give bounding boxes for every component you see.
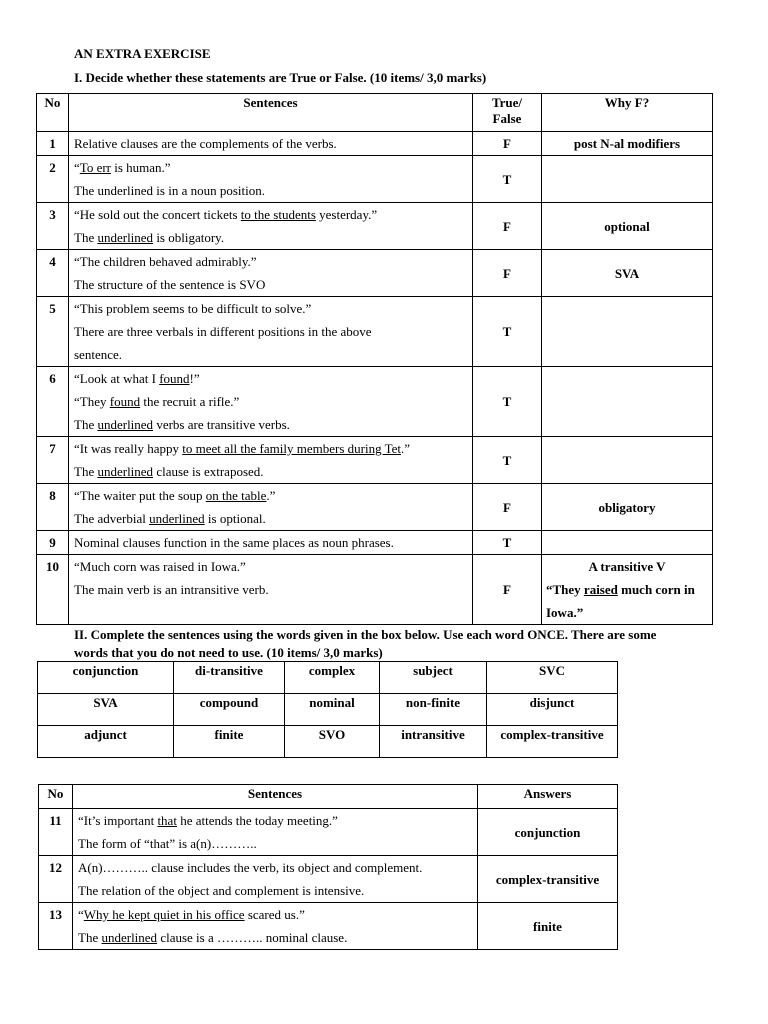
sentence-line xyxy=(74,578,467,601)
table-row xyxy=(39,809,618,856)
sentence-text: Relative clauses are the complements of the verbs. xyxy=(74,136,337,151)
sentence-text: yesterday.” xyxy=(315,207,378,222)
sentence-line xyxy=(74,555,467,578)
underlined-text: Why he kept quiet in his office xyxy=(83,907,245,922)
answer-cell: finite xyxy=(478,903,618,950)
word-box-row xyxy=(38,726,618,758)
sentence-text: he attends the today meeting.” xyxy=(176,813,338,828)
sentence-cell xyxy=(69,156,473,203)
true-false-cell: F xyxy=(473,250,542,297)
sentence-text: “Look at what I xyxy=(74,371,160,386)
word-box-cell: finite xyxy=(174,726,285,758)
why-cell xyxy=(542,250,713,297)
true-false-cell: T xyxy=(473,156,542,203)
sentence-text: The xyxy=(78,930,102,945)
table-row xyxy=(37,132,713,156)
sentence-text: .” xyxy=(401,441,411,456)
sentence-text: The xyxy=(74,464,98,479)
sentence-cell xyxy=(69,132,473,156)
underlined-text: raised xyxy=(583,582,618,597)
underlined-text: to the students xyxy=(240,207,316,222)
header-no: No xyxy=(39,785,73,809)
sentence-text: “It’s important xyxy=(78,813,158,828)
section-2-instruction: II. Complete the sentences using the words given in the box below. Use each word ONCE. There are some words that you do not need to use. (10 items/ 3,0 marks) xyxy=(74,627,657,660)
sentence-line xyxy=(74,531,467,554)
sentence-text: “They xyxy=(74,394,110,409)
underlined-text: that xyxy=(157,813,177,828)
sentence-cell xyxy=(69,437,473,484)
sentence-line xyxy=(78,809,472,832)
why-cell xyxy=(542,484,713,531)
header-true-false: True/ False xyxy=(473,94,542,132)
word-box-cell: subject xyxy=(380,662,487,694)
underlined-text: To err xyxy=(79,160,111,175)
sentence-line xyxy=(74,484,467,507)
sentence-text: The relation of the object and complement is intensive. xyxy=(78,883,365,898)
sentence-line xyxy=(74,226,467,249)
sentence-cell xyxy=(73,856,478,903)
underlined-text: underlined xyxy=(97,464,154,479)
sentence-text: is human.” xyxy=(111,160,171,175)
sentence-cell xyxy=(69,531,473,555)
sentence-cell xyxy=(69,250,473,297)
sentence-line xyxy=(78,879,472,902)
word-box-cell: intransitive xyxy=(380,726,487,758)
true-false-cell: T xyxy=(473,367,542,437)
table-row xyxy=(37,156,713,203)
sentence-line xyxy=(78,926,472,949)
sentence-line xyxy=(74,132,467,155)
sentence-cell xyxy=(69,203,473,250)
sentence-text: is optional. xyxy=(204,511,266,526)
row-number: 12 xyxy=(39,856,73,903)
true-false-cell: F xyxy=(473,132,542,156)
table-row xyxy=(37,367,713,437)
sentence-text: “This problem seems to be difficult to solve.” xyxy=(74,301,312,316)
underlined-text: found xyxy=(159,371,190,386)
why-text: optional xyxy=(604,218,650,234)
sentence-text: Nominal clauses function in the same places as noun phrases. xyxy=(74,535,394,550)
word-box-cell: nominal xyxy=(285,694,380,726)
sentence-line xyxy=(74,320,467,343)
sentence-text: The xyxy=(74,417,98,432)
sentence-text: The structure of the sentence is SVO xyxy=(74,277,266,292)
sentence-text: “Much corn was raised in Iowa.” xyxy=(74,559,246,574)
sentence-text: “ xyxy=(78,907,84,922)
sentence-text: A(n)……….. clause includes the verb, its object and complement. xyxy=(78,860,423,875)
sentence-line xyxy=(74,437,467,460)
sentence-text: !” xyxy=(189,371,200,386)
table-row xyxy=(39,903,618,950)
row-number: 9 xyxy=(37,531,69,555)
header-answers: Answers xyxy=(478,785,618,809)
row-number: 13 xyxy=(39,903,73,950)
table-row xyxy=(37,531,713,555)
sentence-text: The form of “that” is a(n)……….. xyxy=(78,836,257,851)
table-row xyxy=(37,250,713,297)
true-false-cell: F xyxy=(473,484,542,531)
sentence-text: “The waiter put the soup xyxy=(74,488,206,503)
why-cell xyxy=(542,555,713,625)
table-row xyxy=(37,484,713,531)
why-cell xyxy=(542,367,713,437)
table-row xyxy=(37,555,713,625)
sentence-line xyxy=(74,250,467,273)
true-false-cell: T xyxy=(473,531,542,555)
word-box-cell: complex-transitive xyxy=(487,726,618,758)
header-no: No xyxy=(37,94,69,132)
sentence-line xyxy=(74,413,467,436)
sentence-text: The adverbial xyxy=(74,511,150,526)
true-false-table xyxy=(36,93,713,625)
why-cell xyxy=(542,132,713,156)
sentence-text: is obligatory. xyxy=(153,230,225,245)
sentence-text: There are three verbals in different positions in the above xyxy=(74,324,372,339)
word-box-cell: SVA xyxy=(38,694,174,726)
sentence-line xyxy=(74,203,467,226)
word-box-cell: compound xyxy=(174,694,285,726)
sentence-line xyxy=(78,832,472,855)
underlined-text: on the table xyxy=(205,488,267,503)
true-false-cell: F xyxy=(473,203,542,250)
table-row xyxy=(37,437,713,484)
completion-table xyxy=(38,784,618,950)
sentence-line xyxy=(74,179,467,202)
sentence-line xyxy=(74,367,467,390)
sentence-cell xyxy=(73,809,478,856)
why-text: SVA xyxy=(614,265,640,281)
word-box-cell: SVO xyxy=(285,726,380,758)
sentence-text: clause is extraposed. xyxy=(153,464,264,479)
header-sentences: Sentences xyxy=(73,785,478,809)
sentence-text: “He sold out the concert tickets xyxy=(74,207,241,222)
word-box-cell: di-transitive xyxy=(174,662,285,694)
sentence-line xyxy=(74,297,467,320)
why-cell xyxy=(542,437,713,484)
word-box xyxy=(37,661,618,758)
why-text: obligatory xyxy=(598,499,656,515)
why-text: post N-al modifiers xyxy=(573,136,681,151)
why-cell xyxy=(542,156,713,203)
underlined-text: found xyxy=(109,394,141,409)
sentence-text: The xyxy=(74,230,98,245)
row-number: 5 xyxy=(37,297,69,367)
sentence-cell xyxy=(69,555,473,625)
row-number: 6 xyxy=(37,367,69,437)
row-number: 11 xyxy=(39,809,73,856)
underlined-text: underlined xyxy=(149,511,205,526)
sentence-text: The main verb is an intransitive verb. xyxy=(74,582,269,597)
row-number: 10 xyxy=(37,555,69,625)
true-false-cell: T xyxy=(473,297,542,367)
underlined-text: underlined xyxy=(97,417,154,432)
word-box-cell: adjunct xyxy=(38,726,174,758)
sentence-line xyxy=(74,343,467,366)
sentence-text: the recruit a rifle.” xyxy=(140,394,240,409)
why-text: “They raised much corn in xyxy=(546,582,695,597)
sentence-text: The underlined is in a noun position. xyxy=(74,183,266,198)
answer-cell: conjunction xyxy=(478,809,618,856)
sentence-text: “The children behaved admirably.” xyxy=(74,254,257,269)
sentence-line xyxy=(78,856,472,879)
sentence-line xyxy=(74,273,467,296)
word-box-row xyxy=(38,662,618,694)
sentence-text: verbs are transitive verbs. xyxy=(153,417,290,432)
sentence-text: “It was really happy xyxy=(74,441,183,456)
underlined-text: underlined xyxy=(97,230,154,245)
sentence-cell xyxy=(69,484,473,531)
row-number: 4 xyxy=(37,250,69,297)
section-1-instruction: I. Decide whether these statements are True or False. (10 items/ 3,0 marks) xyxy=(74,70,487,85)
why-cell xyxy=(542,203,713,250)
sentence-line xyxy=(74,460,467,483)
sentence-cell xyxy=(69,297,473,367)
row-number: 2 xyxy=(37,156,69,203)
underlined-text: underlined xyxy=(101,930,158,945)
word-box-cell: conjunction xyxy=(38,662,174,694)
sentence-line xyxy=(78,903,472,926)
sentence-cell xyxy=(69,367,473,437)
sentence-text: scared us.” xyxy=(244,907,305,922)
row-number: 3 xyxy=(37,203,69,250)
header-why-f: Why F? xyxy=(542,94,713,132)
sentence-line xyxy=(74,507,467,530)
word-box-cell: complex xyxy=(285,662,380,694)
table-row xyxy=(37,203,713,250)
sentence-line xyxy=(74,390,467,413)
why-text: A transitive V xyxy=(588,559,666,574)
header-sentences: Sentences xyxy=(69,94,473,132)
row-number: 1 xyxy=(37,132,69,156)
word-box-cell: disjunct xyxy=(487,694,618,726)
word-box-row xyxy=(38,694,618,726)
true-false-cell: F xyxy=(473,555,542,625)
sentence-text: “ xyxy=(74,160,80,175)
word-box-cell: SVC xyxy=(487,662,618,694)
table-row xyxy=(37,297,713,367)
sentence-cell xyxy=(73,903,478,950)
row-number: 7 xyxy=(37,437,69,484)
page-title: AN EXTRA EXERCISE xyxy=(74,46,211,61)
why-cell xyxy=(542,531,713,555)
why-text: Iowa.” xyxy=(546,605,584,620)
sentence-text: sentence. xyxy=(74,347,123,362)
sentence-text: clause is a ……….. nominal clause. xyxy=(157,930,348,945)
underlined-text: to meet all the family members during Tet xyxy=(182,441,402,456)
answer-cell: complex-transitive xyxy=(478,856,618,903)
table-row xyxy=(39,856,618,903)
row-number: 8 xyxy=(37,484,69,531)
why-cell xyxy=(542,297,713,367)
true-false-cell: T xyxy=(473,437,542,484)
sentence-text: .” xyxy=(266,488,276,503)
sentence-line xyxy=(74,156,467,179)
word-box-cell: non-finite xyxy=(380,694,487,726)
